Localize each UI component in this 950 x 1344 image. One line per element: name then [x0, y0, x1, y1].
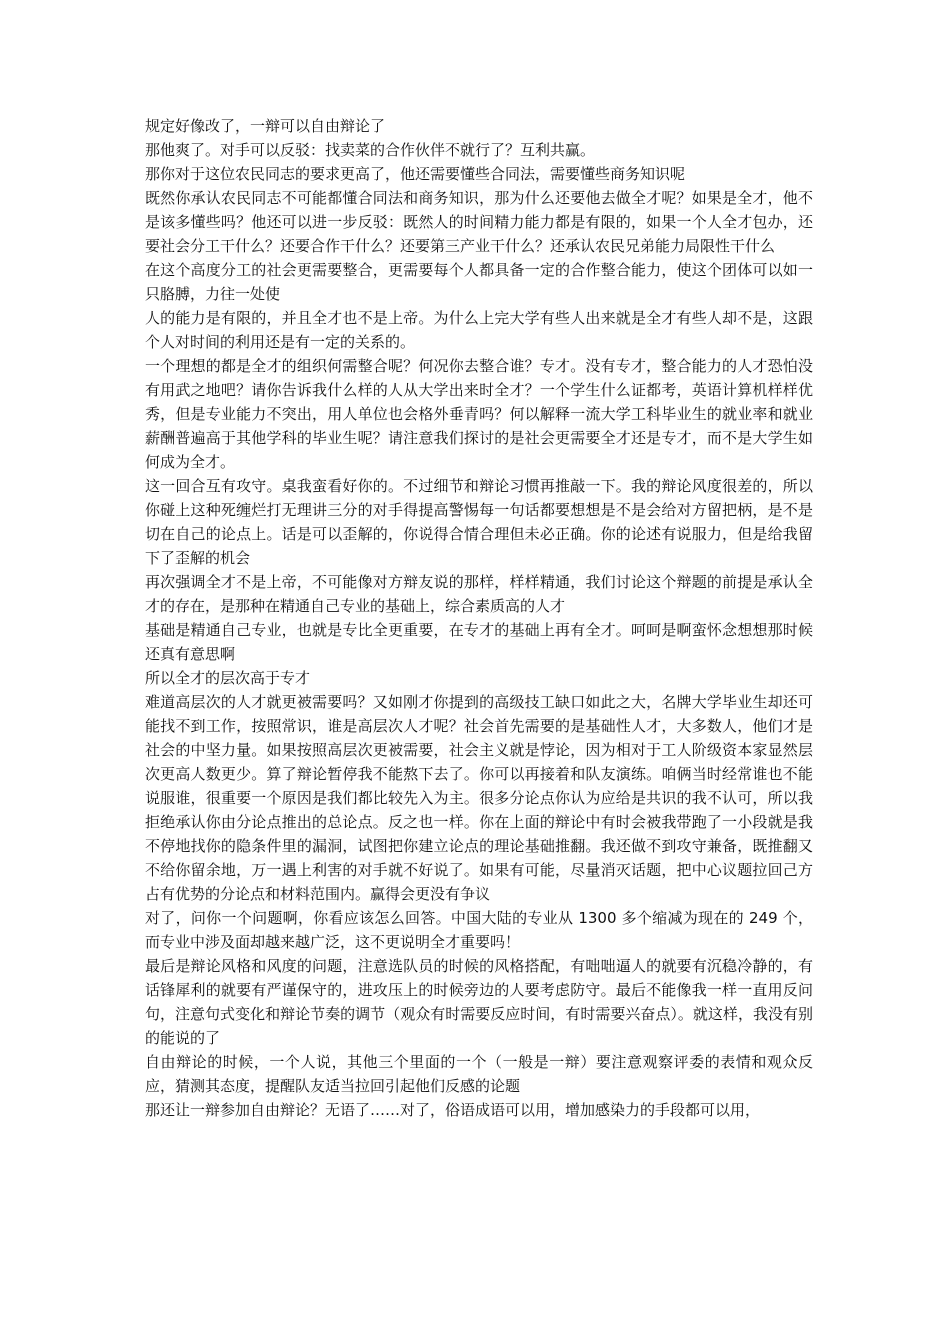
- paragraph-9: 再次强调全才不是上帝，不可能像对方辩友说的那样，样样精通，我们讨论这个辩题的前提是承认全才的存在，是那种在精通自己专业的基础上，综合素质高的人才: [145, 573, 813, 615]
- paragraph-1: 规定好像改了，一辩可以自由辩论了: [145, 117, 386, 135]
- paragraph-5: 在这个高度分工的社会更需要整合，更需要每个人都具备一定的合作整合能力，使这个团体可以如一只胳膊，力往一处使: [145, 261, 813, 303]
- paragraph-6: 人的能力是有限的，并且全才也不是上帝。为什么上完大学有些人出来就是全才有些人却不是，这跟个人对时间的利用还是有一定的关系的。: [145, 309, 813, 351]
- paragraph-2: 那他爽了。对手可以反驳：找卖菜的合作伙伴不就行了？互利共赢。: [145, 141, 596, 159]
- paragraph-8: 这一回合互有攻守。桌我蛮看好你的。不过细节和辩论习惯再推敲一下。我的辩论风度很差的，所以你碰上这种死缠烂打无理讲三分的对手得提高警惕每一句话都要想想是不是会给对方留把柄，是不是切在自己的论点上。话是可以歪解的，你说得合情合理但未必正确。你的论述有说服力，但是给我留下了歪解的机会: [145, 477, 813, 567]
- paragraph-12: 难道高层次的人才就更被需要吗？又如刚才你提到的高级技工缺口如此之大，名牌大学毕业生却还可能找不到工作，按照常识，谁是高层次人才呢？社会首先需要的是基础性人才，大多数人，他们才是社会的中坚力量。如果按照高层次更被需要，社会主义就是悖论，因为相对于工人阶级资本家显然层次更高人数更少。算了辩论暂停我不能熬下去了。你可以再接着和队友演练。咱俩当时经常谁也不能说服谁，很重要一个原因是我们都比较先入为主。很多分论点你认为应给是共识的我不认可，所以我拒绝承认你由分论点推出的总论点。反之也一样。你在上面的辩论中有时会被我带跑了一小段就是我不停地找你的隐条件里的漏洞，试图把你建立论点的理论基础推翻。我还做不到攻守兼备，既推翻又不给你留余地，万一遇上利害的对手就不好说了。如果有可能，尽量消灭话题，把中心议题拉回己方占有优势的分论点和材料范围内。赢得会更没有争议: [145, 693, 813, 903]
- paragraph-13: 对了，问你一个问题啊，你看应该怎么回答。中国大陆的专业从 1300 多个缩减为现在的 249 个，而专业中涉及面却越来越广泛，这不更说明全才重要吗！: [145, 909, 813, 951]
- paragraph-14: 最后是辩论风格和风度的问题，注意选队员的时候的风格搭配，有咄咄逼人的就要有沉稳冷静的，有话锋犀利的就要有严谨保守的，进攻压上的时候旁边的人要考虑防守。最后不能像我一样一直用反问句，注意句式变化和辩论节奏的调节（观众有时需要反应时间，有时需要兴奋点）。就这样，我没有别的能说的了: [145, 957, 813, 1047]
- document-page: [145, 114, 813, 1122]
- paragraph-16: 那还让一辩参加自由辩论？无语了……对了，俗语成语可以用，增加感染力的手段都可以用，: [145, 1101, 761, 1119]
- paragraph-3: 那你对于这位农民同志的要求更高了，他还需要懂些合同法，需要懂些商务知识呢: [145, 165, 686, 183]
- paragraph-7: 一个理想的都是全才的组织何需整合呢？何况你去整合谁？专才。没有专才，整合能力的人才恐怕没有用武之地吧？请你告诉我什么样的人从大学出来时全才？一个学生什么证都考，英语计算机样样优秀，但是专业能力不突出，用人单位也会格外垂青吗？何以解释一流大学工科毕业生的就业率和就业薪酬普遍高于其他学科的毕业生呢？请注意我们探讨的是社会更需要全才还是专才，而不是大学生如何成为全才。: [145, 357, 813, 471]
- paragraph-4: 既然你承认农民同志不可能都懂合同法和商务知识，那为什么还要他去做全才呢？如果是全才，他不是该多懂些吗？他还可以进一步反驳：既然人的时间精力能力都是有限的，如果一个人全才包办，还要社会分工干什么？还要合作干什么？还要第三产业干什么？还承认农民兄弟能力局限性干什么: [145, 189, 813, 255]
- paragraph-10: 基础是精通自己专业，也就是专比全更重要，在专才的基础上再有全才。呵呵是啊蛮怀念想想那时候还真有意思啊: [145, 621, 813, 663]
- paragraph-15: 自由辩论的时候，一个人说，其他三个里面的一个（一般是一辩）要注意观察评委的表情和观众反应，猜测其态度，提醒队友适当拉回引起他们反感的论题: [145, 1053, 813, 1095]
- paragraph-11: 所以全才的层次高于专才: [145, 669, 311, 687]
